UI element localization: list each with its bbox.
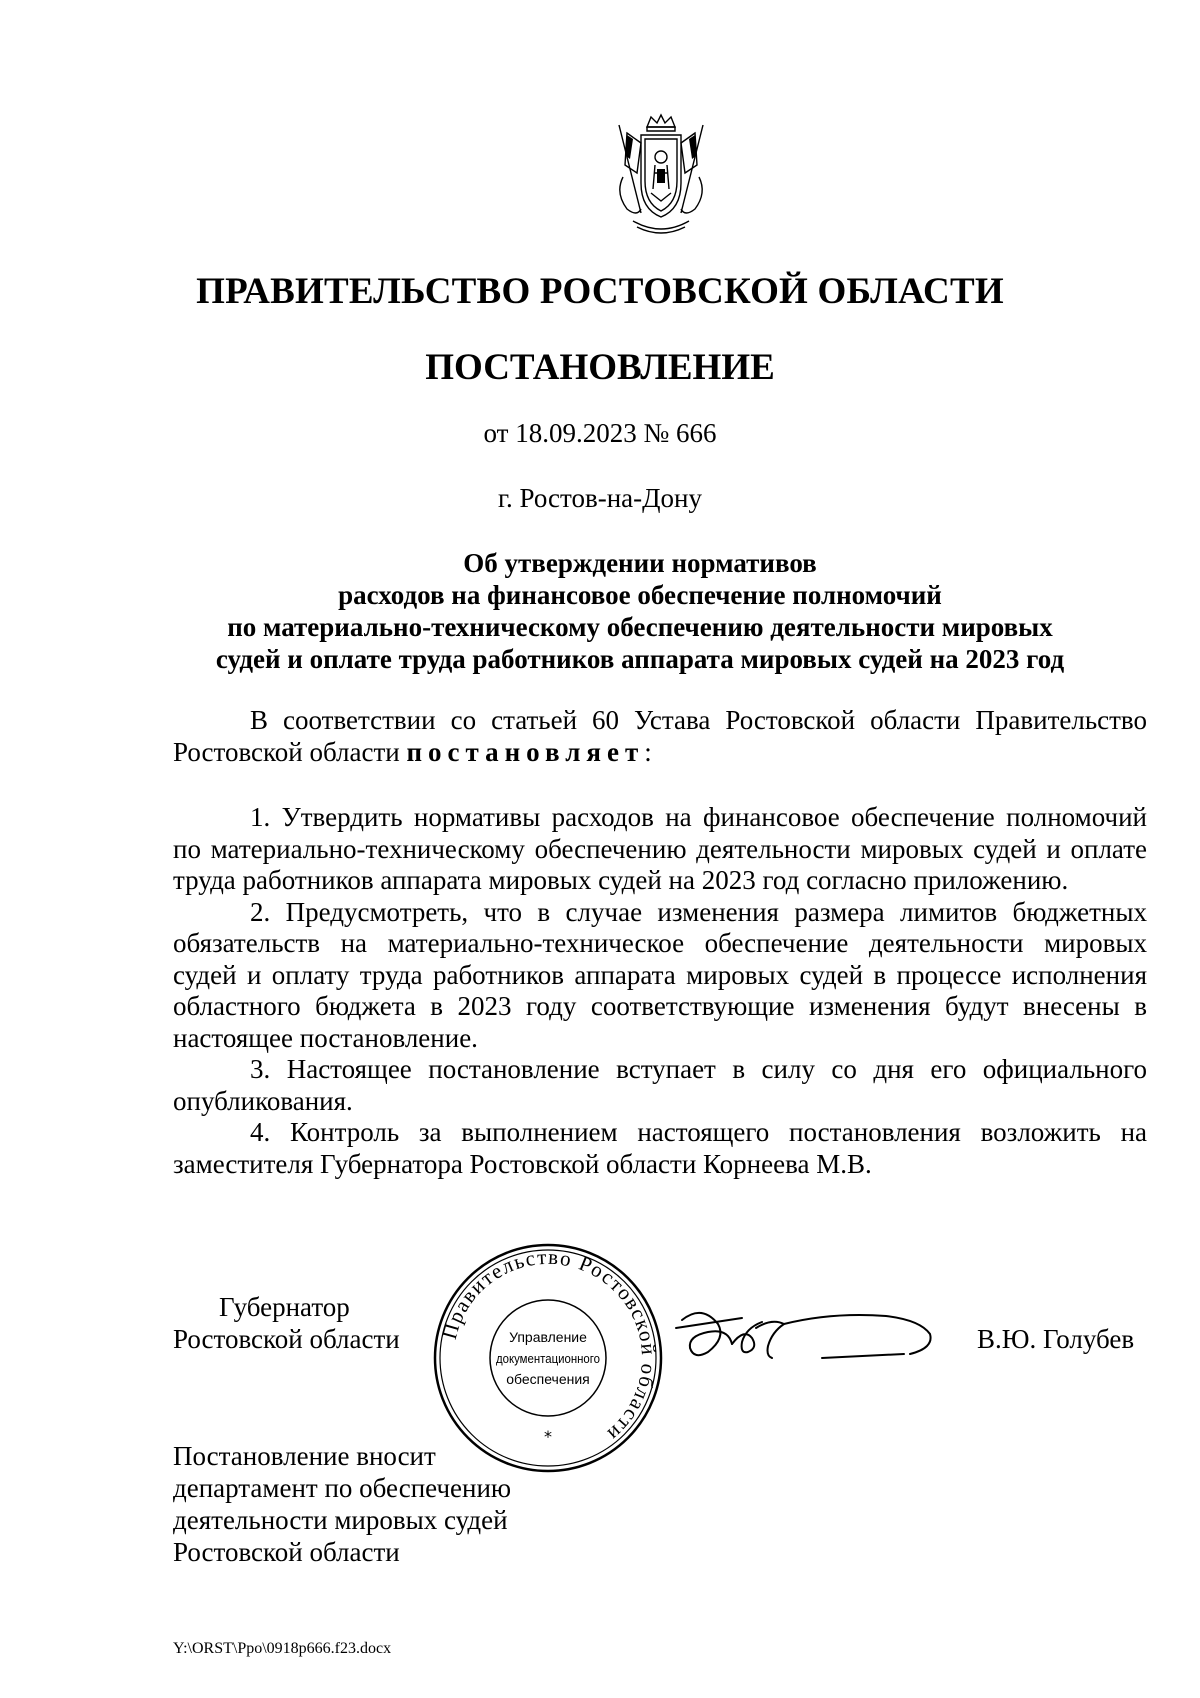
signatory-title-line: Ростовской области (173, 1323, 400, 1354)
subject-line: расходов на финансовое обеспечение полномочий (338, 580, 942, 610)
svg-text:*: * (544, 1427, 552, 1446)
document-type: ПОСТАНОВЛЕНИЕ (425, 347, 775, 388)
preamble-paragraph (173, 705, 1147, 768)
submitter-block (173, 1440, 511, 1568)
submitter-line: департамент по обеспечению (173, 1473, 512, 1503)
footer-file-path: Y:\ORST\Ppo\0918p666.f23.docx (173, 1640, 392, 1657)
preamble-ending: : (644, 736, 652, 767)
seal-outer-text: Правительство Ростовской области (436, 1244, 662, 1448)
seal-inner-text: обеспечения (506, 1371, 590, 1387)
organization-title: ПРАВИТЕЛЬСТВО РОСТОВСКОЙ ОБЛАСТИ (196, 271, 1004, 312)
decree-item: 3. Настоящее постановление вступает в силу со дня его официального опубликования. (173, 1054, 1147, 1116)
decree-word: постановляет (406, 736, 645, 767)
coat-of-arms-emblem (597, 113, 725, 241)
decree-item: 2. Предусмотреть, что в случае изменения размера лимитов бюджетных обязательств на материально-техническое обеспечение деятельности мировых судей и оплату труда работников аппарата мировых судей в процессе исполнения областного бюджета в 2023 году соответствующие изменения будут внесены в настоящее постановление. (173, 896, 1147, 1053)
handwritten-signature (672, 1298, 942, 1370)
preamble-text: В соответствии со статьей 60 Устава Ростовской области Правительство Ростовской области (173, 705, 1147, 767)
submitter-line: Ростовской области (173, 1537, 400, 1567)
document-date-number: от 18.09.2023 № 666 (483, 418, 717, 448)
document-place: г. Ростов-на-Дону (497, 483, 702, 513)
subject-line: судей и оплате труда работников аппарата мировых судей на 2023 год (215, 644, 1065, 674)
subject-line: по материально-техническому обеспечению деятельности мировых (227, 612, 1053, 642)
subject-line: Об утверждении нормативов (463, 548, 817, 578)
submitter-line: Постановление вносит (173, 1441, 436, 1471)
seal-inner-text: Управление (509, 1329, 587, 1345)
decree-item: 1. Утвердить нормативы расходов на финансовое обеспечение полномочий по материально-техническому обеспечению деятельности мировых судей и оплате труда работников аппарата мировых судей на 2023 год согласно приложению. (173, 802, 1147, 895)
signatory-name: В.Ю. Голубев (977, 1324, 1135, 1354)
decree-item: 4. Контроль за выполнением настоящего постановления возложить на заместителя Губернатора Ростовской области Корнеева М.В. (173, 1117, 1147, 1179)
signatory-title-line: Губернатор (219, 1292, 350, 1322)
seal-inner-text: документационного (496, 1351, 600, 1366)
submitter-line: деятельности мировых судей (173, 1505, 508, 1535)
signatory-title (173, 1292, 400, 1355)
document-subject (160, 547, 1120, 675)
decree-items (173, 802, 1147, 1180)
